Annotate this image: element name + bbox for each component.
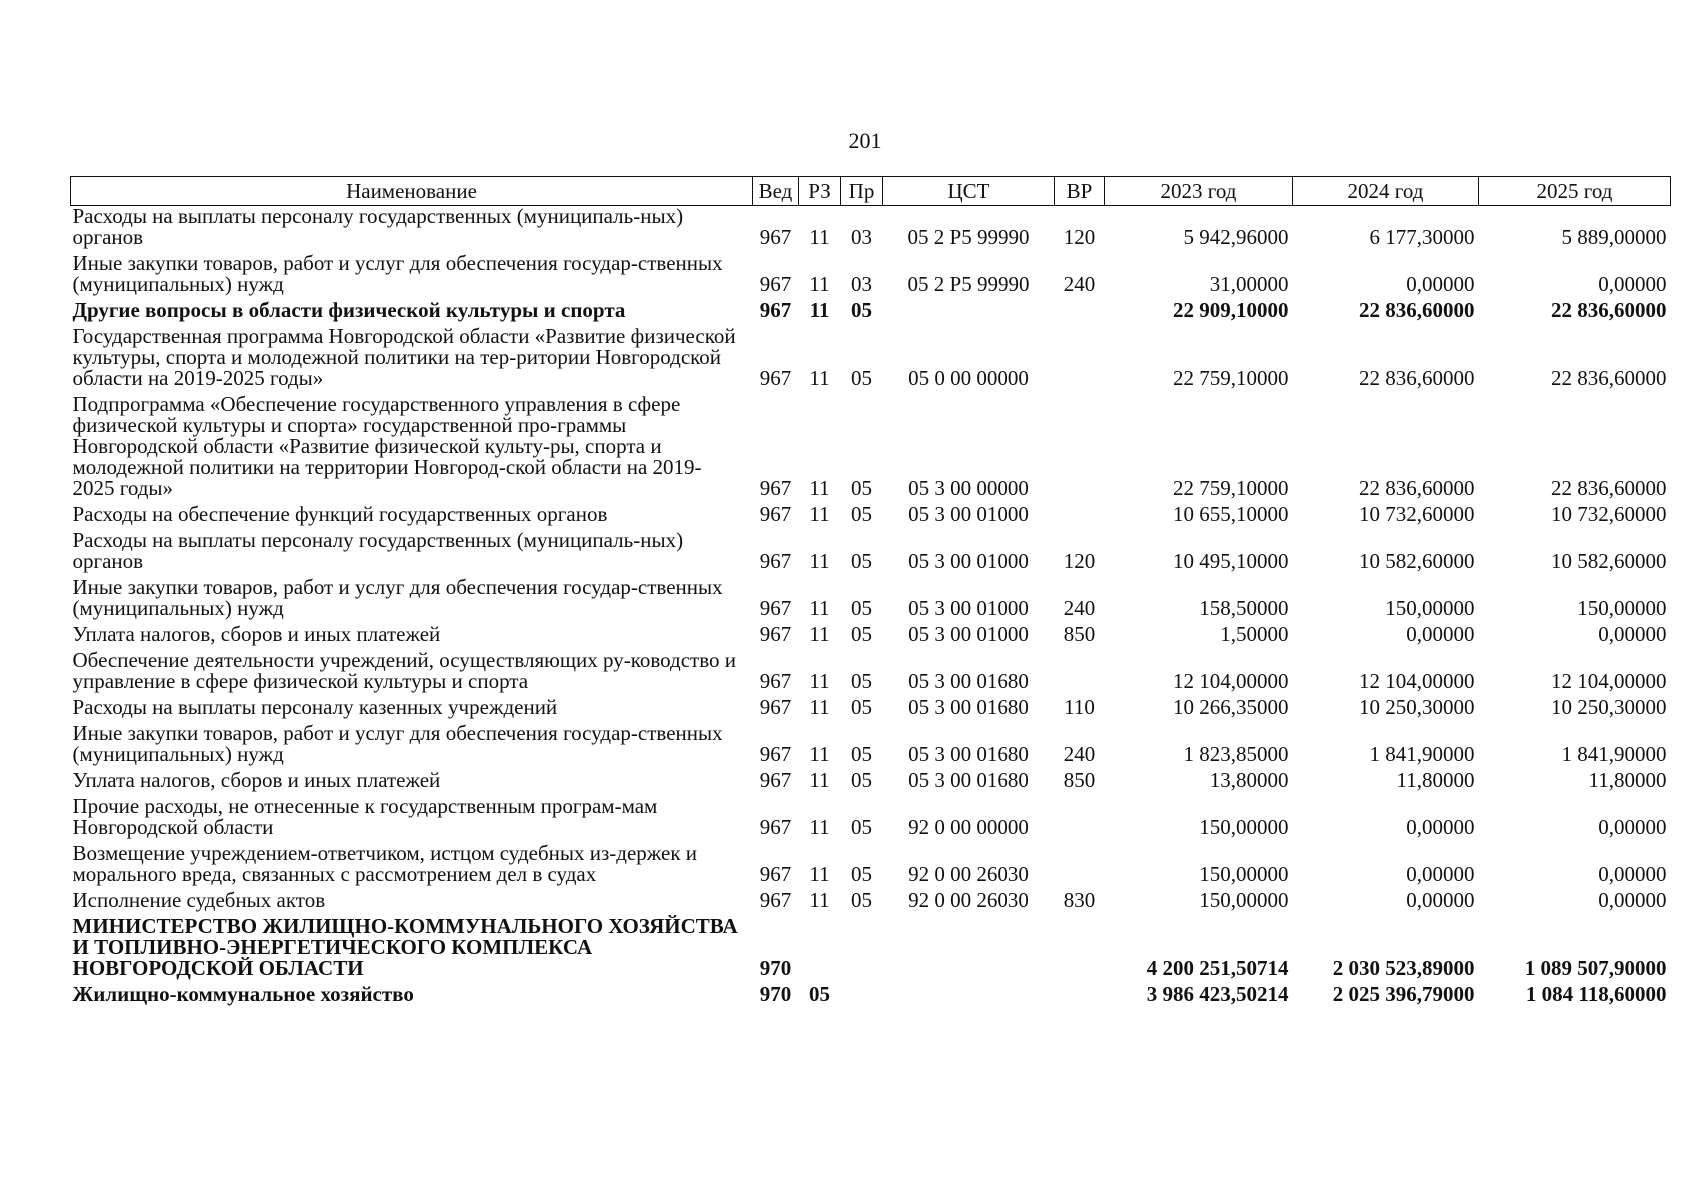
row-amount-2024: 22 836,60000 [1359, 366, 1475, 390]
row-rz: 11 [809, 225, 830, 249]
row-cst: 92 0 00 26030 [908, 862, 1029, 886]
row-ved: 967 [759, 695, 792, 719]
row-amount-2023: 158,50000 [1199, 596, 1289, 620]
row-pr: 05 [851, 695, 872, 719]
row-cst: 05 3 00 01000 [908, 596, 1029, 620]
row-amount-2023: 150,00000 [1199, 815, 1289, 839]
row-ved: 967 [759, 272, 792, 296]
row-name: Расходы на выплаты персоналу государственных (муниципаль-ных) органов [72, 528, 684, 573]
row-ved: 967 [759, 888, 792, 912]
row-rz: 11 [809, 695, 830, 719]
table-row [71, 206, 1671, 254]
row-rz: 11 [809, 272, 830, 296]
row-amount-2024: 10 582,60000 [1359, 549, 1475, 573]
table-row [71, 916, 1671, 984]
header-2025: 2025 год [1479, 177, 1671, 206]
row-pr: 05 [851, 862, 872, 886]
row-pr: 05 [851, 476, 872, 500]
row-amount-2023: 1,50000 [1220, 622, 1289, 646]
row-pr: 05 [851, 888, 872, 912]
row-name: Расходы на выплаты персоналу казенных учреждений [72, 695, 558, 719]
table-row [71, 723, 1671, 770]
row-pr: 05 [851, 622, 872, 646]
row-name: Прочие расходы, не отнесенные к государственным програм-мам Новгородской области [72, 794, 658, 839]
row-amount-2025: 10 582,60000 [1551, 549, 1667, 573]
row-amount-2025: 12 104,00000 [1551, 669, 1667, 693]
row-pr: 05 [851, 768, 872, 792]
row-vr [1055, 650, 1105, 697]
row-rz: 11 [809, 622, 830, 646]
row-ved: 967 [759, 815, 792, 839]
row-amount-2024: 22 836,60000 [1359, 476, 1475, 500]
row-amount-2023: 1 823,85000 [1183, 742, 1289, 766]
header-ved: Вед [753, 177, 799, 206]
row-name: Возмещение учреждением-ответчиком, истцом судебных из-держек и морального вреда, связанных с рассмотрением дел в судах [72, 841, 698, 886]
row-amount-2025: 0,00000 [1598, 815, 1667, 839]
header-2024: 2024 год [1293, 177, 1479, 206]
table-row [71, 796, 1671, 843]
row-amount-2024: 11,80000 [1396, 768, 1475, 792]
row-amount-2025: 1 089 507,90000 [1524, 956, 1667, 980]
row-rz: 11 [809, 888, 830, 912]
row-amount-2024: 0,00000 [1406, 888, 1475, 912]
row-amount-2024: 0,00000 [1406, 862, 1475, 886]
row-vr [1055, 843, 1105, 890]
row-amount-2025: 0,00000 [1598, 888, 1667, 912]
row-vr [1055, 394, 1105, 504]
header-2023: 2023 год [1105, 177, 1293, 206]
row-ved: 967 [759, 502, 792, 526]
row-cst: 05 2 Р5 99990 [907, 272, 1030, 296]
row-amount-2023: 31,00000 [1209, 272, 1289, 296]
table-header-row [71, 177, 1671, 206]
row-vr: 830 [1063, 888, 1096, 912]
header-cst: ЦСТ [883, 177, 1055, 206]
row-ved: 967 [759, 622, 792, 646]
row-amount-2024: 0,00000 [1406, 272, 1475, 296]
row-amount-2024: 0,00000 [1406, 815, 1475, 839]
row-amount-2023: 150,00000 [1199, 862, 1289, 886]
row-amount-2024: 12 104,00000 [1359, 669, 1475, 693]
row-cst: 05 3 00 01680 [908, 742, 1029, 766]
row-amount-2024: 10 250,30000 [1359, 695, 1475, 719]
row-amount-2025: 10 732,60000 [1551, 502, 1667, 526]
row-cst [883, 984, 1055, 1010]
table-row [71, 843, 1671, 890]
row-ved: 967 [759, 669, 792, 693]
row-name: Подпрограмма «Обеспечение государственного управления в сфере физической культуры и спорта» государственной про-граммы Новгородской области «Развитие физической культу-ры, спорта и молодежной политики на территории Новгород-ской области на 2019-2025 годы» [72, 392, 702, 500]
row-vr: 110 [1064, 695, 1095, 719]
row-pr: 05 [851, 596, 872, 620]
row-vr [1055, 984, 1105, 1010]
row-vr [1055, 796, 1105, 843]
row-rz: 11 [809, 815, 830, 839]
row-amount-2025: 22 836,60000 [1551, 476, 1667, 500]
row-pr: 05 [851, 742, 872, 766]
row-amount-2024: 0,00000 [1406, 622, 1475, 646]
row-ved: 967 [759, 768, 792, 792]
row-ved: 970 [759, 956, 792, 980]
row-amount-2023: 5 942,96000 [1183, 225, 1289, 249]
row-name: Иные закупки товаров, работ и услуг для обеспечения государ-ственных (муниципальных) нужд [72, 251, 723, 296]
row-ved: 967 [759, 549, 792, 573]
row-vr: 850 [1063, 622, 1096, 646]
table-row [71, 530, 1671, 577]
row-cst: 05 2 Р5 99990 [907, 225, 1030, 249]
table-row [71, 770, 1671, 796]
row-cst: 05 0 00 00000 [908, 366, 1029, 390]
row-rz: 11 [809, 768, 830, 792]
row-amount-2025: 22 836,60000 [1551, 366, 1667, 390]
row-name: Жилищно-коммунальное хозяйство [72, 982, 414, 1006]
row-amount-2025: 22 836,60000 [1551, 298, 1667, 322]
row-amount-2024: 6 177,30000 [1369, 225, 1475, 249]
row-amount-2024: 22 836,60000 [1359, 298, 1475, 322]
table-body [71, 206, 1671, 1011]
table-row [71, 697, 1671, 723]
table-row [71, 504, 1671, 530]
row-name: Обеспечение деятельности учреждений, осуществляющих ру-ководство и управление в сфере физической культуры и спорта [72, 648, 736, 693]
row-cst: 05 3 00 00000 [908, 476, 1029, 500]
row-amount-2023: 22 759,10000 [1173, 366, 1289, 390]
row-rz: 11 [809, 476, 830, 500]
row-vr: 120 [1063, 549, 1096, 573]
row-pr: 05 [851, 366, 872, 390]
table-row [71, 577, 1671, 624]
table-row [71, 326, 1671, 394]
row-ved: 967 [759, 298, 792, 322]
row-rz: 11 [809, 298, 830, 322]
row-pr [841, 916, 883, 984]
header-vr: ВР [1055, 177, 1105, 206]
row-amount-2023: 150,00000 [1199, 888, 1289, 912]
row-vr [1055, 326, 1105, 394]
row-ved: 967 [759, 366, 792, 390]
row-cst [883, 916, 1055, 984]
row-amount-2023: 13,80000 [1209, 768, 1289, 792]
table-row [71, 300, 1671, 326]
row-cst: 05 3 00 01000 [908, 502, 1029, 526]
row-name: Уплата налогов, сборов и иных платежей [72, 622, 441, 646]
row-amount-2025: 5 889,00000 [1561, 225, 1667, 249]
row-pr: 05 [851, 298, 872, 322]
row-pr: 05 [851, 815, 872, 839]
row-pr [841, 984, 883, 1010]
row-amount-2024: 10 732,60000 [1359, 502, 1475, 526]
row-vr: 240 [1063, 272, 1096, 296]
row-ved: 967 [759, 225, 792, 249]
row-ved: 967 [759, 476, 792, 500]
row-amount-2023: 22 909,10000 [1173, 298, 1289, 322]
row-amount-2025: 0,00000 [1598, 622, 1667, 646]
row-cst: 92 0 00 26030 [908, 888, 1029, 912]
row-amount-2023: 22 759,10000 [1173, 476, 1289, 500]
row-rz: 11 [809, 502, 830, 526]
row-cst: 92 0 00 00000 [908, 815, 1029, 839]
table-row [71, 624, 1671, 650]
row-amount-2024: 2 025 396,79000 [1332, 982, 1475, 1006]
row-vr [1055, 916, 1105, 984]
row-amount-2025: 1 841,90000 [1561, 742, 1667, 766]
table-row [71, 394, 1671, 504]
row-vr [1055, 504, 1105, 530]
row-vr: 240 [1063, 742, 1096, 766]
row-amount-2024: 150,00000 [1385, 596, 1475, 620]
row-amount-2023: 12 104,00000 [1173, 669, 1289, 693]
row-name: Другие вопросы в области физической культуры и спорта [72, 298, 626, 322]
row-amount-2023: 10 495,10000 [1173, 549, 1289, 573]
row-amount-2023: 10 655,10000 [1173, 502, 1289, 526]
row-pr: 05 [851, 549, 872, 573]
row-cst [883, 300, 1055, 326]
row-amount-2025: 1 084 118,60000 [1525, 982, 1667, 1006]
table-row [71, 253, 1671, 300]
row-name: Иные закупки товаров, работ и услуг для обеспечения государ-ственных (муниципальных) нужд [72, 721, 723, 766]
row-name: Уплата налогов, сборов и иных платежей [72, 768, 441, 792]
row-ved: 967 [759, 862, 792, 886]
row-rz: 11 [809, 366, 830, 390]
row-amount-2024: 1 841,90000 [1369, 742, 1475, 766]
row-name: МИНИСТЕРСТВО ЖИЛИЩНО-КОММУНАЛЬНОГО ХОЗЯЙСТВА И ТОПЛИВНО-ЭНЕРГЕТИЧЕСКОГО КОМПЛЕКСА НОВГОРОДСКОЙ ОБЛАСТИ [72, 914, 738, 980]
row-name: Расходы на обеспечение функций государственных органов [72, 502, 608, 526]
row-amount-2024: 2 030 523,89000 [1332, 956, 1475, 980]
row-cst: 05 3 00 01000 [908, 549, 1029, 573]
row-pr: 03 [851, 225, 872, 249]
header-pr: Пр [841, 177, 883, 206]
row-amount-2023: 10 266,35000 [1173, 695, 1289, 719]
row-cst: 05 3 00 01680 [908, 669, 1029, 693]
header-rz: РЗ [799, 177, 841, 206]
row-amount-2023: 3 986 423,50214 [1146, 982, 1289, 1006]
row-amount-2023: 4 200 251,50714 [1146, 956, 1289, 980]
row-rz: 11 [809, 742, 830, 766]
row-rz: 11 [809, 596, 830, 620]
row-name: Иные закупки товаров, работ и услуг для обеспечения государ-ственных (муниципальных) нужд [72, 575, 723, 620]
row-vr: 240 [1063, 596, 1096, 620]
row-rz: 05 [809, 982, 830, 1006]
table-row [71, 650, 1671, 697]
row-pr: 05 [851, 502, 872, 526]
row-amount-2025: 11,80000 [1588, 768, 1667, 792]
page-number: 201 [848, 128, 882, 153]
row-vr: 850 [1063, 768, 1096, 792]
row-ved: 967 [759, 596, 792, 620]
row-rz: 11 [809, 669, 830, 693]
row-rz: 11 [809, 549, 830, 573]
row-cst: 05 3 00 01680 [908, 695, 1029, 719]
row-rz: 11 [809, 862, 830, 886]
row-pr: 05 [851, 669, 872, 693]
row-cst: 05 3 00 01000 [908, 622, 1029, 646]
row-ved: 967 [759, 742, 792, 766]
row-name: Государственная программа Новгородской области «Развитие физической культуры, спорта и молодежной политики на тер-ритории Новгородской области на 2019-2025 годы» [72, 324, 736, 390]
row-vr: 120 [1063, 225, 1096, 249]
row-ved: 970 [759, 982, 792, 1006]
table-row [71, 984, 1671, 1010]
row-amount-2025: 0,00000 [1598, 272, 1667, 296]
row-cst: 05 3 00 01680 [908, 768, 1029, 792]
row-pr: 03 [851, 272, 872, 296]
row-vr [1055, 300, 1105, 326]
row-amount-2025: 10 250,30000 [1551, 695, 1667, 719]
budget-table [70, 176, 1671, 1010]
row-rz [799, 916, 841, 984]
header-name: Наименование [71, 177, 753, 206]
row-amount-2025: 0,00000 [1598, 862, 1667, 886]
row-name: Расходы на выплаты персоналу государственных (муниципаль-ных) органов [72, 204, 684, 249]
row-name: Исполнение судебных актов [72, 888, 326, 912]
row-amount-2025: 150,00000 [1577, 596, 1667, 620]
table-row [71, 890, 1671, 916]
